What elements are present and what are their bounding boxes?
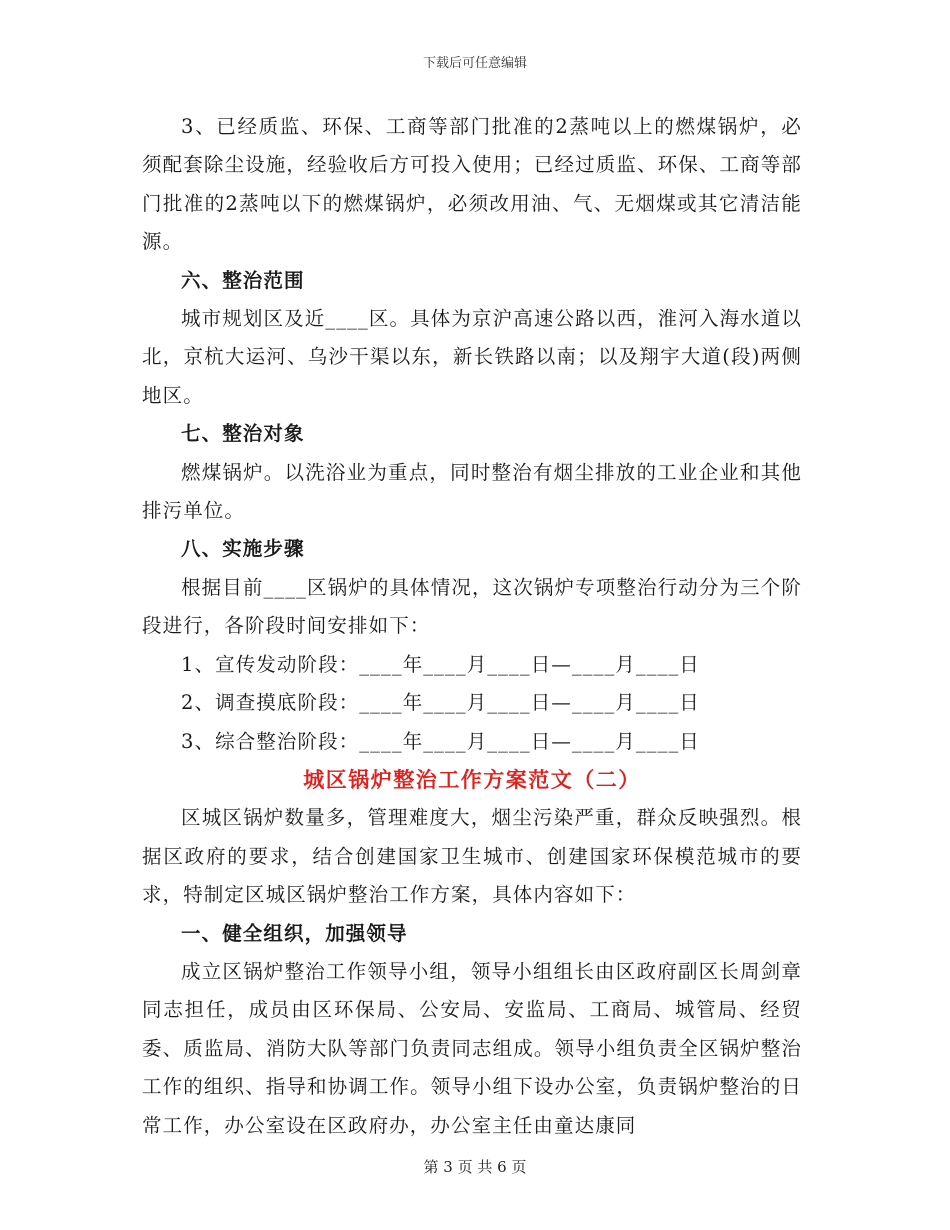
document-body	[142, 108, 802, 1145]
heading-scope: 六、整治范围	[181, 268, 305, 292]
step-item-1: 1、宣传发动阶段：____年____月____日—____月____日	[181, 652, 700, 676]
paragraph-coal-boiler-rule: 3、已经质监、环保、工商等部门批准的2蒸吨以上的燃煤锅炉，必须配套除尘设施，经验收后方可投入使用；已经过质监、环保、工商等部门批准的2蒸吨以下的燃煤锅炉，必须改用油、气、无烟煤或其它清洁能源。	[142, 115, 802, 254]
step-item-3: 3、综合整治阶段：____年____月____日—____月____日	[181, 729, 700, 753]
paragraph-intro: 区城区锅炉数量多，管理难度大，烟尘污染严重，群众反映强烈。根据区政府的要求，结合创建国家卫生城市、创建国家环保模范城市的要求，特制定区城区锅炉整治工作方案，具体内容如下：	[142, 806, 802, 907]
page-footer: 第 3 页 共 6 页	[423, 1158, 527, 1176]
paragraph-scope: 城市规划区及近____区。具体为京沪高速公路以西，淮河入海水道以北，京杭大运河、乌沙干渠以东，新长铁路以南；以及翔宇大道(段)两侧地区。	[142, 307, 802, 407]
heading-targets: 七、整治对象	[181, 422, 305, 446]
page-header: 下载后可任意编辑	[422, 56, 527, 71]
section-title: 城区锅炉整治工作方案范文（二）	[303, 766, 641, 792]
paragraph-steps: 根据目前____区锅炉的具体情况，这次锅炉专项整治行动分为三个阶段进行，各阶段时间安排如下：	[142, 575, 802, 638]
paragraph-targets: 燃煤锅炉。以洗浴业为重点，同时整治有烟尘排放的工业企业和其他排污单位。	[142, 460, 802, 523]
heading-organization: 一、健全组织，加强领导	[181, 921, 408, 945]
heading-steps: 八、实施步骤	[181, 537, 305, 561]
paragraph-organization: 成立区锅炉整治工作领导小组，领导小组组长由区政府副区长周剑章同志担任，成员由区环保局、公安局、安监局、工商局、城管局、经贸委、质监局、消防大队等部门负责同志组成。领导小组负责全区锅炉整治工作的组织、指导和协调工作。领导小组下设办公室，负责锅炉整治的日常工作，办公室设在区政府办，办公室主任由童达康同	[142, 959, 802, 1137]
step-item-2: 2、调查摸底阶段：____年____月____日—____月____日	[181, 691, 700, 715]
